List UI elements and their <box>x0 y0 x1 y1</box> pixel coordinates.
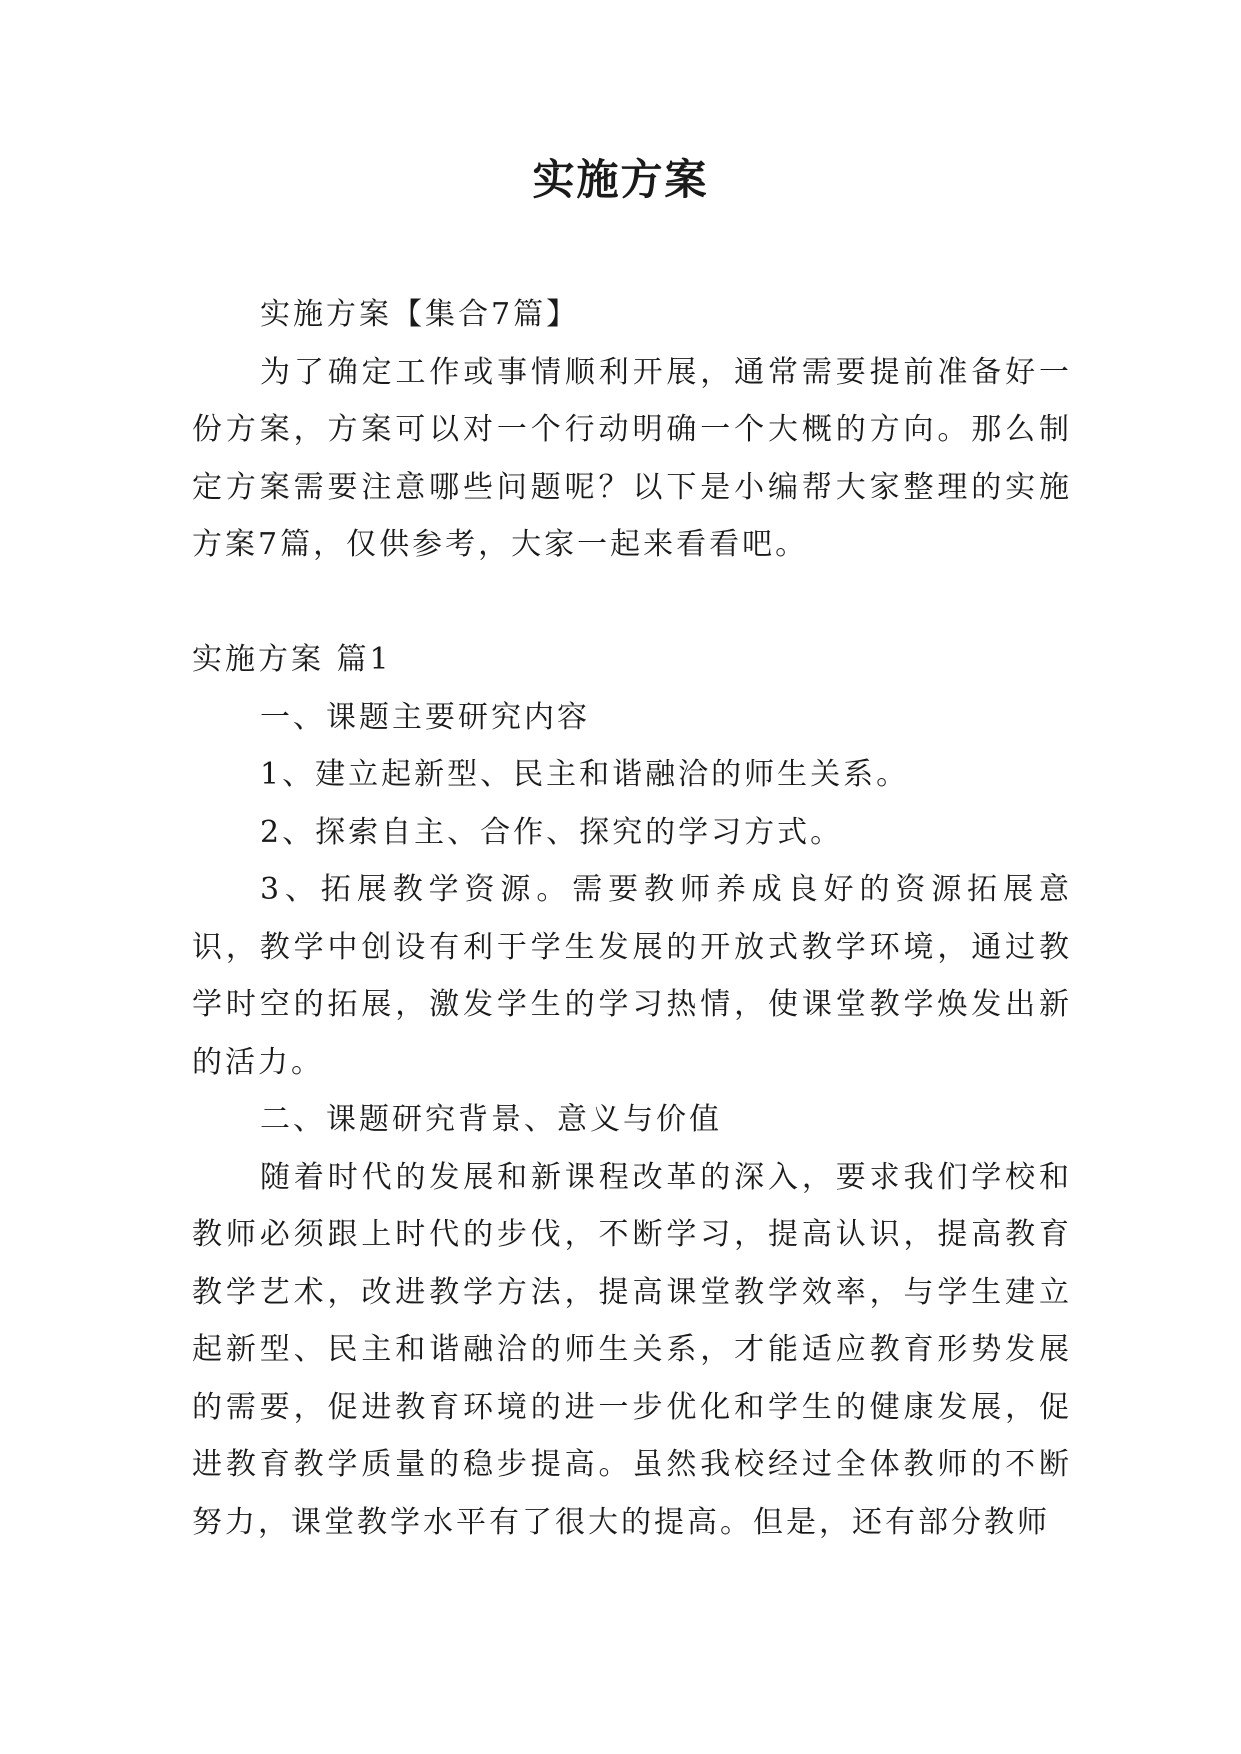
document-subtitle: 实施方案【集合7篇】 <box>260 297 580 332</box>
content-heading-2: 二、课题研究背景、意义与价值 <box>260 1102 722 1137</box>
document-body <box>192 286 1072 1551</box>
section-spacer <box>192 574 1072 632</box>
section-heading: 实施方案 篇1 <box>192 642 392 677</box>
list-item-3: 3、拓展教学资源。需要教师养成良好的资源拓展意识，教学中创设有利于学生发展的开放式教学环境，通过教学时空的拓展，激发学生的学习热情，使课堂教学焕发出新的活力。 <box>192 872 1072 1080</box>
document-title: 实施方案 <box>532 155 709 204</box>
list-item-1: 1、建立起新型、民主和谐融洽的师生关系。 <box>260 757 910 792</box>
list-item-2: 2、探索自主、合作、探究的学习方式。 <box>260 814 844 850</box>
body-paragraph: 随着时代的发展和新课程改革的深入，要求我们学校和教师必须跟上时代的步伐，不断学习，提高认识，提高教育教学艺术，改进教学方法，提高课堂教学效率，与学生建立起新型、民主和谐融洽的师生关系，才能适应教育形势发展的需要，促进教育环境的进一步优化和学生的健康发展，促进教育教学质量的稳步提高。虽然我校经过全体教师的不断努力，课堂教学水平有了很大的提高。但是，还有部分教师 <box>192 1159 1072 1540</box>
content-heading-1: 一、课题主要研究内容 <box>260 699 590 735</box>
intro-paragraph: 为了确定工作或事情顺利开展，通常需要提前准备好一份方案，方案可以对一个行动明确一个大概的方向。那么制定方案需要注意哪些问题呢？以下是小编帮大家整理的实施方案7篇，仅供参考，大家一起来看看吧。 <box>192 354 1072 562</box>
